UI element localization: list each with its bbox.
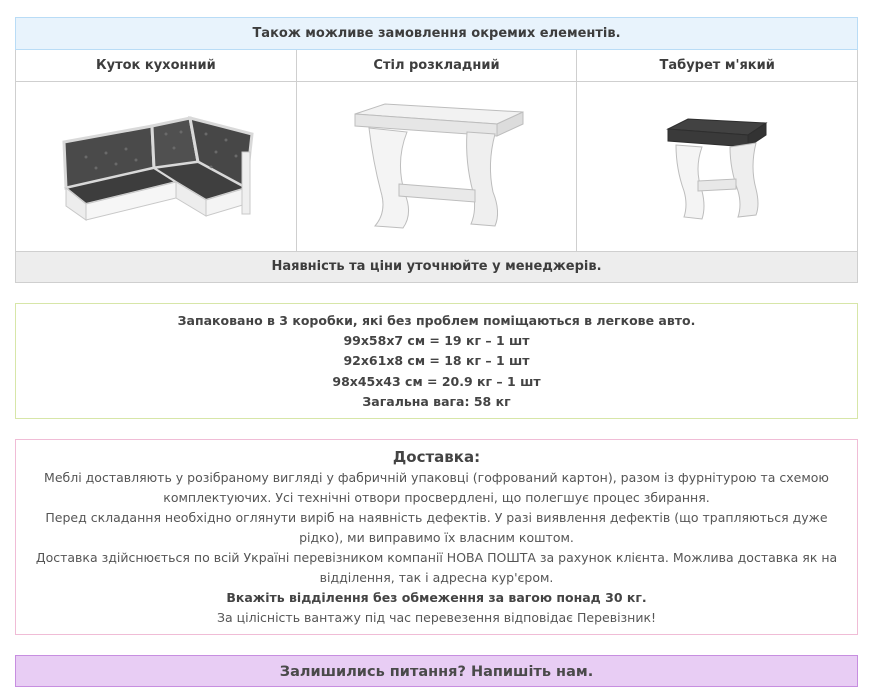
delivery-paragraph: За цілісність вантажу під час перевезення відповідає Перевізник! [216,610,657,626]
product-column-stool [577,50,857,251]
products-table [15,17,858,283]
packaging-total-weight: Загальна вага: 58 кг [362,393,511,409]
corner-bench-illustration [56,112,256,222]
packaging-line: 98x45x43 см = 20.9 кг – 1 шт [332,373,541,389]
product-column-corner [16,50,297,251]
products-banner: Також можливе замовлення окремих елементів. [15,17,858,50]
corner-bench-image [16,82,296,251]
delivery-weight-note: Вкажіть відділення без обмеження за вагою понад 30 кг. [226,590,647,606]
product-column-table [297,50,578,251]
product-title: Табурет м'який [577,50,857,82]
packaging-line: 99x58x7 см = 19 кг – 1 шт [343,333,530,349]
packaging-info [15,303,858,419]
delivery-info [15,439,858,635]
product-title: Куток кухонний [16,50,296,82]
contact-us-button[interactable]: Залишились питання? Напишіть нам. [15,655,858,687]
delivery-title: Доставка: [392,448,481,467]
products-columns [16,50,857,251]
delivery-paragraph: Перед складання необхідно оглянути виріб на наявність дефектів. У разі виявлення дефектів (що трапляються дуже рідко), ми виправимо їх власним коштом. [45,510,828,546]
folding-table-image [297,82,577,251]
packaging-line: 92x61x8 см = 18 кг – 1 шт [343,353,530,369]
delivery-paragraph: Меблі доставляють у розібраному вигляді у фабричній упаковці (гофрований картон), разом із фурнітурою та схемою комплектуючих. Усі технічні отвори просвердлені, що полегшує процес збирання. [44,470,829,506]
product-title: Стіл розкладний [297,50,577,82]
page-content [15,17,858,687]
products-footer: Наявність та ціни уточнюйте у менеджерів. [16,251,857,282]
delivery-paragraph: Доставка здійснюється по всій Україні перевізником компанії НОВА ПОШТА за рахунок клієнта. Можлива доставка як на відділення, так і адресна кур'єром. [35,550,838,586]
soft-stool-illustration [662,107,772,227]
soft-stool-image [577,82,857,251]
folding-table-illustration [347,102,527,232]
packaging-line: Запаковано в 3 коробки, які без проблем поміщаються в легкове авто. [177,313,696,328]
